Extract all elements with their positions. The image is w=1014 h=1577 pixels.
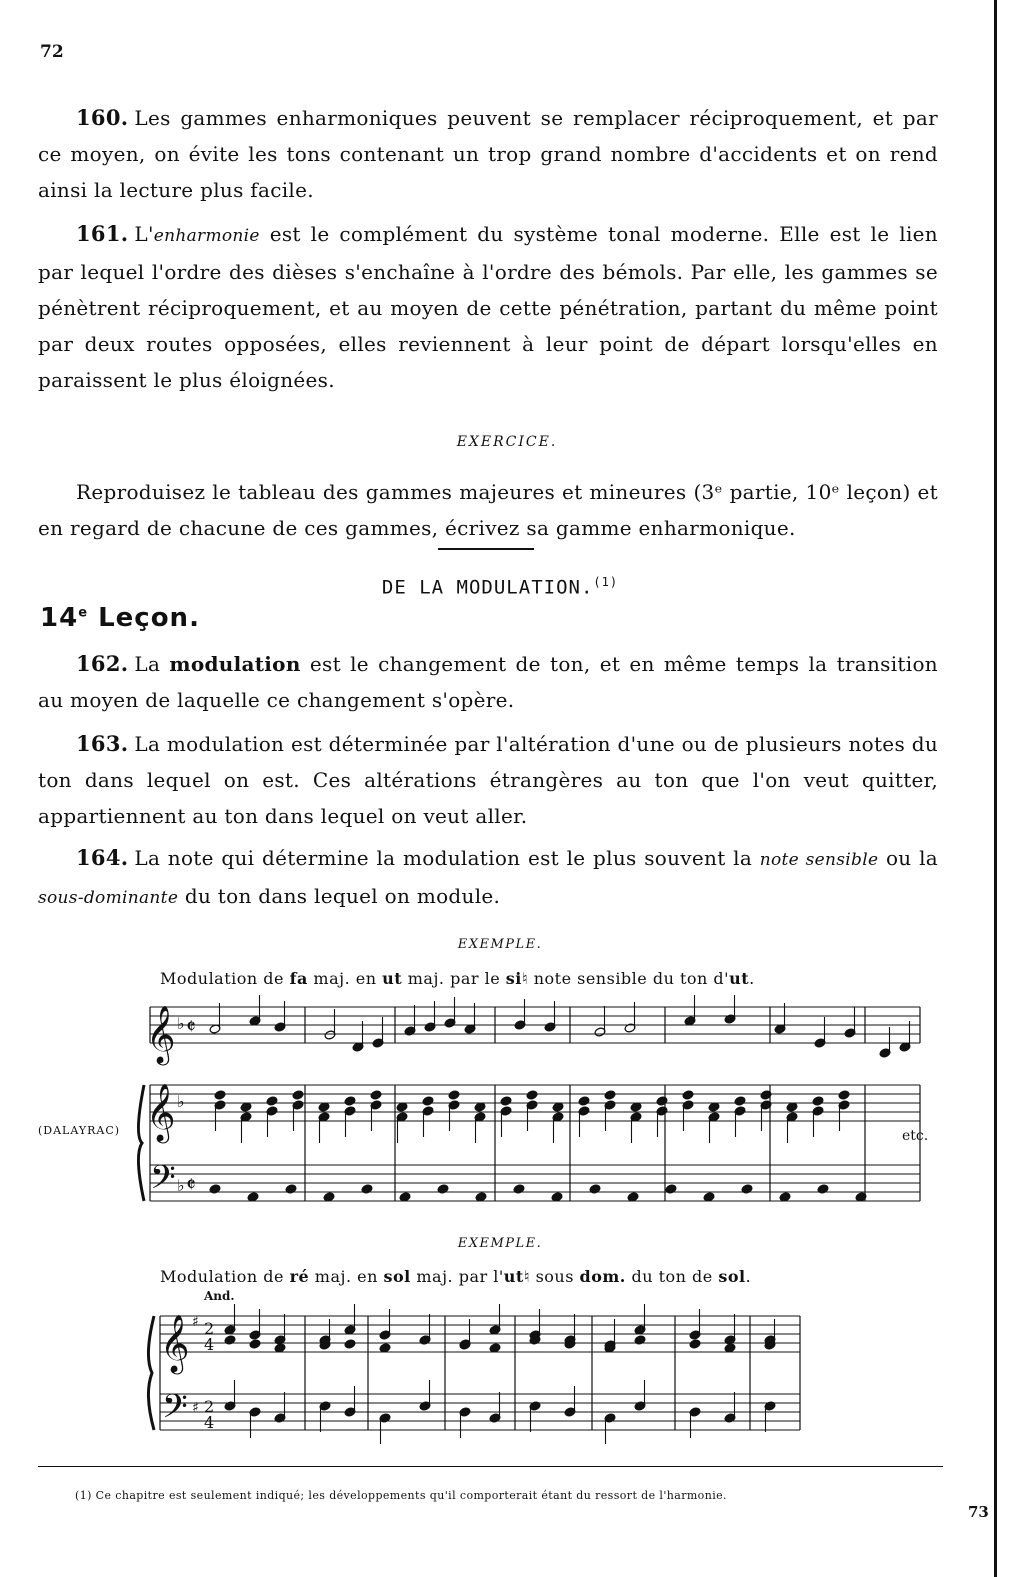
bass-clef-icon: 𝄢: [150, 1159, 176, 1205]
paragraph-160: [38, 100, 938, 208]
paragraph-number: 164.: [76, 845, 129, 870]
note-head: [344, 1096, 356, 1106]
caption-key: sol: [383, 1267, 411, 1286]
caption-part: Modulation de: [160, 1267, 290, 1286]
note-head: [437, 1184, 449, 1194]
note-head: [292, 1090, 304, 1100]
caption-part: Modulation de: [160, 969, 290, 988]
term-sous-dominante: sous-dominante: [38, 888, 179, 908]
example-1-label: EXEMPLE.: [457, 937, 543, 952]
note-head: [513, 1184, 525, 1194]
note-head: [665, 1184, 677, 1194]
footnote: (1) Ce chapitre est seulement indiqué; les développements qu'il comporterait étant du ressort de l'harmonie.: [75, 1489, 727, 1502]
example-2-caption: [160, 1267, 751, 1286]
treble-clef-icon: 𝄞: [160, 1314, 190, 1372]
note-head: [344, 1339, 356, 1349]
caption-key: fa: [289, 969, 308, 988]
sharp-icon: ♯: [192, 1314, 199, 1330]
note-head: [422, 1096, 434, 1106]
note-head: [370, 1090, 382, 1100]
caption-part: .: [749, 969, 755, 988]
paragraph-mid: ou la: [878, 846, 938, 870]
caption-key: dom.: [579, 1267, 626, 1286]
exercise-body: Reproduisez le tableau des gammes majeures et mineures (3ᵉ partie, 10ᵉ leçon) et en regard de chacune de ces gammes, écrivez sa gamme enharmonique.: [38, 480, 938, 540]
section-divider: [438, 548, 534, 550]
caption-part: maj. en: [307, 969, 383, 988]
lesson-number: 14: [40, 603, 79, 633]
lesson-heading: [40, 603, 200, 633]
paragraph-number: 161.: [76, 221, 129, 246]
bass-clef-icon: 𝄢: [162, 1388, 188, 1434]
adjacent-page-number: 73: [968, 1503, 989, 1521]
caption-key: ut: [382, 969, 403, 988]
chapter-title: [0, 575, 1000, 598]
footnote-ref: (1): [593, 575, 619, 589]
caption-key: ut: [503, 1267, 524, 1286]
note-head: [209, 1184, 221, 1194]
note-head: [838, 1090, 850, 1100]
lesson-sup: e: [78, 605, 89, 621]
note-head: [224, 1335, 236, 1345]
caption-part: du ton de: [625, 1267, 719, 1286]
exercise-text: [38, 474, 938, 546]
flat-icon: ♭: [177, 1176, 185, 1195]
note-head: [285, 1184, 297, 1194]
flat-icon: ♭: [177, 1014, 185, 1033]
note-head: [656, 1096, 668, 1106]
note-head: [214, 1090, 226, 1100]
paragraph-text: est le changement de ton, et en même temps la transition au moyen de laquelle ce changement s'opère.: [38, 652, 938, 712]
caption-key: ut: [729, 969, 750, 988]
sharp-icon: ♯: [192, 1400, 199, 1416]
paragraph-lead: L': [134, 222, 154, 246]
paragraph-163: [38, 726, 938, 834]
note-head: [526, 1090, 538, 1100]
caption-part: .: [745, 1267, 752, 1286]
note-head: [266, 1096, 278, 1106]
paragraph-text: La modulation est déterminée par l'altération d'une ou de plusieurs notes du ton dans lequel on est. Ces altérations étrangères au ton que l'on veut quitter, appartiennent au ton dans lequel on veut aller.: [38, 732, 938, 828]
example-1-caption: [160, 969, 755, 988]
paragraph-162: [38, 646, 938, 718]
music-score-example-2: [140, 1298, 820, 1458]
cut-time-icon: 𝄵: [186, 1015, 196, 1040]
cut-time-icon: 𝄵: [186, 1173, 196, 1198]
term-modulation: modulation: [169, 652, 301, 676]
note-head: [361, 1184, 373, 1194]
note-head: [448, 1090, 460, 1100]
example-2-label: EXEMPLE.: [457, 1236, 543, 1251]
caption-part: maj. par le: [402, 969, 506, 988]
etc-label: etc.: [902, 1128, 929, 1144]
note-head: [634, 1335, 646, 1345]
note-head: [741, 1184, 753, 1194]
note-head: [578, 1096, 590, 1106]
paragraph-text: Les gammes enharmoniques peuvent se remplacer réciproquement, et par ce moyen, on évite les tons contenant un trop grand nombre d'accidents et on rend ainsi la lecture plus facile.: [38, 106, 938, 202]
page-edge-line: [994, 0, 997, 1577]
note-head: [589, 1184, 601, 1194]
chapter-title-text: DE LA MODULATION.: [381, 576, 594, 599]
footnote-rule: [38, 1466, 943, 1467]
note-head: [734, 1096, 746, 1106]
caption-part: maj. par l': [410, 1267, 504, 1286]
paragraph-161: [38, 216, 938, 398]
caption-part: maj. en: [309, 1267, 384, 1286]
flat-icon: ♭: [177, 1092, 185, 1111]
time-sig-numerator: 2: [204, 1397, 215, 1416]
note-head: [500, 1096, 512, 1106]
caption-key: sol: [718, 1267, 746, 1286]
caption-key: si: [505, 969, 522, 988]
paragraph-number: 163.: [76, 731, 129, 756]
tempo-marking: And.: [204, 1289, 235, 1303]
paragraph-pre: La note qui détermine la modulation est le plus souvent la: [134, 846, 760, 870]
note-head: [689, 1339, 701, 1349]
brace: [138, 1085, 144, 1201]
paragraph-pre: La: [134, 652, 170, 676]
note-head: [812, 1096, 824, 1106]
time-sig-denominator: 4: [204, 1335, 215, 1354]
time-sig-denominator: 4: [204, 1413, 215, 1432]
caption-part: ♮ note sensible du ton d': [521, 969, 730, 988]
caption-key: ré: [289, 1267, 310, 1286]
exercise-heading: EXERCICE.: [456, 434, 558, 450]
term-note-sensible: note sensible: [759, 850, 879, 870]
paragraph-164: [38, 840, 938, 916]
brace: [148, 1316, 154, 1430]
note-head: [604, 1090, 616, 1100]
treble-clef-icon: 𝄞: [146, 1005, 176, 1063]
lesson-word: Leçon.: [98, 603, 200, 633]
term-enharmonie: enharmonie: [153, 226, 260, 246]
page-number: 72: [40, 42, 64, 62]
composer-label: (DALAYRAC): [38, 1124, 121, 1137]
note-head: [817, 1184, 829, 1194]
treble-clef-icon: 𝄞: [146, 1083, 176, 1141]
note-head: [249, 1339, 261, 1349]
paragraph-post: du ton dans lequel on module.: [178, 884, 501, 908]
note-head: [682, 1090, 694, 1100]
music-score-example-1: [130, 995, 930, 1220]
paragraph-text: est le complément du système tonal moderne. Elle est le lien par lequel l'ordre des dièses s'enchaîne à l'ordre des bémols. Par elle, les gammes se pénètrent réciproquement, et au moyen de cette pénétration, partant du même point par deux routes opposées, elles reviennent à leur point de départ lorsqu'elles en paraissent le plus éloignées.: [38, 222, 938, 392]
caption-part: ♮ sous: [523, 1267, 580, 1286]
paragraph-number: 162.: [76, 651, 129, 676]
paragraph-number: 160.: [76, 105, 129, 130]
time-sig-numerator: 2: [204, 1319, 215, 1338]
